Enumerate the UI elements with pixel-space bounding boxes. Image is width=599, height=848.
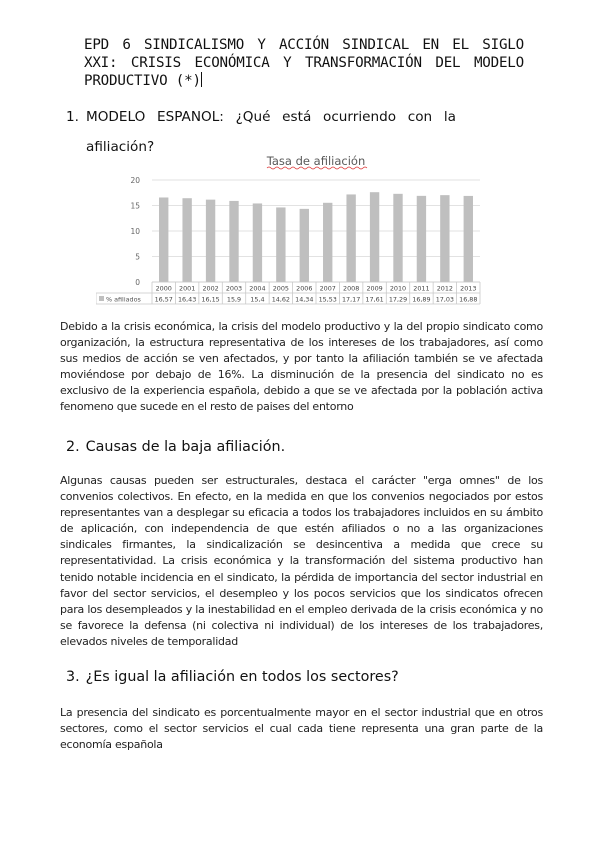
- data-label: 17,29: [388, 295, 408, 304]
- data-label: 17,03: [435, 295, 455, 304]
- legend-key: [99, 296, 104, 301]
- bar: [370, 192, 379, 282]
- data-label: 17,17: [341, 295, 361, 304]
- data-label: 16,43: [177, 295, 197, 304]
- bar: [300, 209, 309, 282]
- x-tick-label: 2002: [202, 284, 219, 293]
- paragraph-3: La presencia del sindicato es porcentualmente mayor en el sector industrial que en otros sectores, como el sector servicios el cual cada tiene representa una gran parte de la economía española: [60, 706, 543, 752]
- bar: [417, 196, 426, 282]
- data-label: 16,57: [154, 295, 173, 304]
- paragraph-1: Debido a la crisis económica, la crisis del modelo productivo y la del propio sindicato como organización, la estructura representativa de los intereses de los trabajadores, así como sus medios de acción se ven afectados, y por tanto la afiliación también se ve afectada moviéndose por debajo de 16%. La disminución de la presencia del sindicato no es exclusivo de la experiencia española, debido a que se ve afectada por la población activa fenomeno que sucede en el resto de paises del entorno: [60, 320, 543, 414]
- section-2-heading-text: Causas de la baja afiliación.: [85, 439, 286, 455]
- document-title-text: EPD 6 SINDICALISMO Y ACCIÓN SINDICAL EN EL SIGLO XXI: CRISIS ECONÓMICA Y TRANSFORMACIÓN DEL MODELO PRODUCTIVO (*): [84, 37, 524, 89]
- x-tick-label: 2008: [343, 284, 360, 293]
- section-3-number: 3.: [66, 669, 80, 685]
- y-tick-label: 10: [130, 227, 140, 236]
- data-label: 15,53: [318, 295, 337, 304]
- bar: [346, 194, 355, 282]
- section-1-heading-line1: MODELO ESPANOL: ¿Qué está ocurriendo con la: [86, 109, 456, 125]
- data-label: 17,61: [365, 295, 384, 304]
- bar: [182, 198, 191, 282]
- section-3-heading: [66, 669, 399, 685]
- chart-title: Tasa de afiliación: [266, 154, 366, 168]
- bar: [159, 197, 168, 282]
- data-label: 15,9: [226, 295, 242, 304]
- y-tick-label: 20: [130, 176, 140, 185]
- section-1-heading-line2: afiliación?: [86, 139, 155, 155]
- y-tick-label: 0: [135, 278, 140, 287]
- x-tick-label: 2007: [319, 284, 336, 293]
- data-label: 15,4: [250, 295, 265, 304]
- x-tick-label: 2013: [460, 284, 477, 293]
- affiliation-chart-svg: [96, 152, 482, 312]
- legend-label: % afiliados: [106, 295, 141, 304]
- section-1-number: 1.: [66, 109, 79, 125]
- y-tick-label: 5: [135, 252, 140, 262]
- bar: [440, 195, 449, 282]
- data-label: 14,62: [271, 295, 291, 304]
- bar: [276, 207, 285, 282]
- data-label: 14,34: [295, 295, 314, 304]
- data-label: 16,15: [201, 295, 220, 304]
- x-tick-label: 2005: [272, 284, 289, 293]
- x-tick-label: 2006: [296, 284, 313, 293]
- x-tick-label: 2003: [225, 284, 243, 293]
- bar: [464, 196, 473, 282]
- section-3-heading-text: ¿Es igual la afiliación en todos los sectores?: [85, 669, 399, 685]
- data-label: 16,88: [459, 295, 478, 304]
- paragraph-2: Algunas causas pueden ser estructurales, destaca el carácter "erga omnes" de los convenios colectivos. En efecto, en la medida en que los convenios negociados por estos representantes van a desplegar su eficacia a todos los trabajadores incluidos en su ámbito de aplicación, con independencia de que estén afiliados o no a las organizaciones sindicales firmantes, la sindicalización se desincentiva a medida que crece su representatividad. La crisis económica y la transformación del sistema productivo han tenido notable incidencia en el sindicato, la pérdida de importancia del sector industrial en favor del sector servicios, el desempleo y los pocos servicios que los sindicatos ofrecen para los desempleados y la inestabilidad en el empleo derivada de la crisis económica y no se favorece la defensa (ni colectiva ni individual) de los intereses de los trabajadores, elevados niveles de temporalidad: [60, 474, 543, 648]
- section-2-number: 2.: [66, 439, 80, 455]
- x-tick-label: 2000: [155, 284, 172, 293]
- x-tick-label: 2010: [389, 284, 407, 293]
- bar: [253, 203, 262, 282]
- bar: [323, 203, 332, 282]
- bar: [393, 194, 402, 282]
- section-2-heading: [66, 439, 285, 455]
- data-label: 16,89: [412, 295, 431, 304]
- x-tick-label: 2004: [249, 284, 266, 293]
- text-cursor: [201, 72, 202, 87]
- document-title: [84, 36, 524, 90]
- y-tick-label: 15: [130, 201, 140, 211]
- x-tick-label: 2012: [436, 284, 453, 293]
- x-tick-label: 2011: [413, 284, 430, 293]
- bar: [206, 200, 215, 282]
- x-tick-label: 2009: [366, 284, 383, 293]
- affiliation-chart: [96, 152, 482, 312]
- x-tick-label: 2001: [179, 284, 196, 293]
- bar: [229, 201, 238, 282]
